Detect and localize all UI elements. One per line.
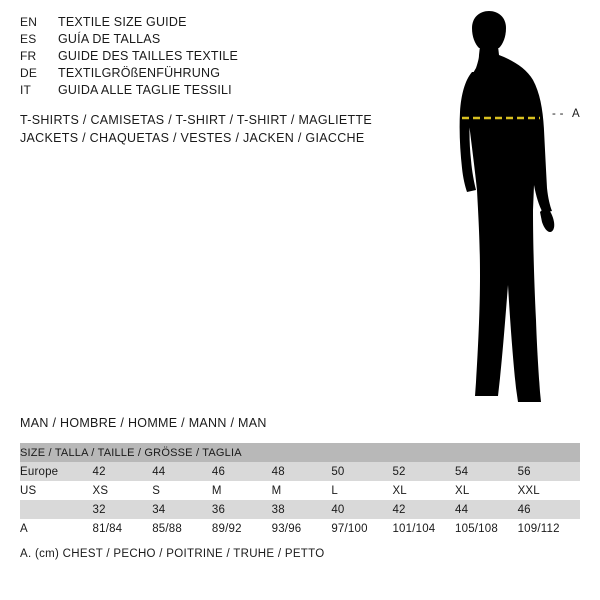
table-header-label: SIZE / TALLA / TAILLE / GRÖSSE / TAGLIA (20, 443, 580, 462)
table-cell: 44 (152, 462, 212, 481)
table-cell: M (212, 481, 272, 500)
row-label: US (20, 481, 93, 500)
row-label: Europe (20, 462, 93, 481)
table-cell: 34 (152, 500, 212, 519)
table-cell: 42 (93, 462, 153, 481)
measure-dash-marker: - - (552, 108, 564, 120)
language-header-block (20, 14, 380, 99)
table-cell: 32 (93, 500, 153, 519)
table-cell: 46 (518, 500, 580, 519)
table-cell: 93/96 (272, 519, 332, 538)
table-cell: 48 (272, 462, 332, 481)
language-row (20, 14, 380, 31)
table-cell: XL (392, 481, 455, 500)
table-cell: 97/100 (331, 519, 392, 538)
table-cell: S (152, 481, 212, 500)
size-table-body (20, 443, 580, 538)
table-cell: 109/112 (518, 519, 580, 538)
language-code: EN (20, 15, 38, 29)
table-cell: 101/104 (392, 519, 455, 538)
table-cell: 81/84 (93, 519, 153, 538)
table-cell: M (272, 481, 332, 500)
table-cell: 56 (518, 462, 580, 481)
language-title: TEXTILGRÖßENFÜHRUNG (58, 66, 221, 80)
table-cell: XL (455, 481, 518, 500)
garment-category-block (20, 111, 372, 147)
table-cell: 54 (455, 462, 518, 481)
silhouette-svg (400, 10, 590, 410)
table-row (20, 500, 580, 519)
language-code: FR (20, 49, 37, 63)
table-cell: 105/108 (455, 519, 518, 538)
table-title: MAN / HOMBRE / HOMME / MANN / MAN (20, 416, 267, 430)
language-title: GUÍA DE TALLAS (58, 32, 161, 46)
footnote-chest-measure: A. (cm) CHEST / PECHO / POITRINE / TRUHE / PETTO (20, 548, 325, 560)
table-cell: XS (93, 481, 153, 500)
table-cell: 89/92 (212, 519, 272, 538)
table-cell: 38 (272, 500, 332, 519)
language-row (20, 31, 380, 48)
male-silhouette-figure (400, 10, 590, 410)
language-title: GUIDA ALLE TAGLIE TESSILI (58, 83, 232, 97)
table-cell: 85/88 (152, 519, 212, 538)
table-cell: XXL (518, 481, 580, 500)
silhouette-body-shape (460, 11, 555, 402)
table-cell: 44 (455, 500, 518, 519)
table-cell: 36 (212, 500, 272, 519)
language-title: TEXTILE SIZE GUIDE (58, 15, 187, 29)
language-title: GUIDE DES TAILLES TEXTILE (58, 49, 239, 63)
language-code: DE (20, 66, 38, 80)
row-label: A (20, 519, 93, 538)
table-cell: 52 (392, 462, 455, 481)
table-row (20, 462, 580, 481)
measure-label-a: A (572, 108, 580, 120)
language-row (20, 82, 380, 99)
language-code: ES (20, 32, 37, 46)
category-jackets: JACKETS / CHAQUETAS / VESTES / JACKEN / GIACCHE (20, 131, 365, 145)
table-row (20, 519, 580, 538)
size-table (20, 443, 580, 538)
row-label (20, 500, 93, 519)
language-row (20, 65, 380, 82)
table-cell: L (331, 481, 392, 500)
table-cell: 50 (331, 462, 392, 481)
table-cell: 42 (392, 500, 455, 519)
language-code: IT (20, 83, 32, 97)
category-tshirts: T-SHIRTS / CAMISETAS / T-SHIRT / T-SHIRT / MAGLIETTE (20, 113, 373, 127)
table-row (20, 481, 580, 500)
table-header-row (20, 443, 580, 462)
language-row (20, 48, 380, 65)
table-cell: 46 (212, 462, 272, 481)
table-cell: 40 (331, 500, 392, 519)
